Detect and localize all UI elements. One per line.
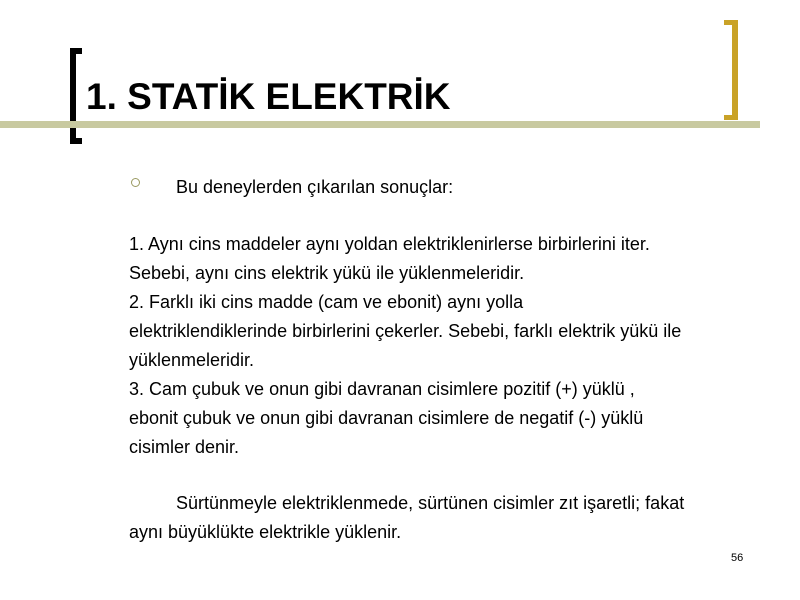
text-line: 2. Farklı iki cins madde (cam ve ebonit) aynı yolla (129, 292, 524, 312)
slide-title: 1. STATİK ELEKTRİK (86, 76, 451, 117)
text-line: 1. Aynı cins maddeler aynı yoldan elektriklenirlerse birbirlerini iter. (129, 234, 650, 254)
page-number: 56 (731, 552, 744, 564)
text-line: elektriklendiklerinde birbirlerini çekerler. Sebebi, farklı elektrik yükü ile (129, 321, 682, 341)
left-bracket-decoration (70, 48, 82, 144)
text-line: yüklenmeleridir. (129, 350, 255, 370)
text-line: Sebebi, aynı cins elektrik yükü ile yüklenmeleridir. (129, 263, 525, 283)
bullet-circle-icon (131, 178, 140, 187)
text-line: ebonit çubuk ve onun gibi davranan cisimlere de negatif (-) yüklü (129, 408, 644, 428)
text-line: 3. Cam çubuk ve onun gibi davranan cisimlere pozitif (+) yüklü , (129, 379, 635, 399)
text-line: aynı büyüklükte elektrikle yüklenir. (129, 522, 402, 542)
conclusion-paragraph (129, 489, 749, 547)
intro-text: Bu deneylerden çıkarılan sonuçlar: (176, 177, 454, 197)
numbered-points (129, 230, 749, 462)
text-line: cisimler denir. (129, 437, 240, 457)
right-bracket-decoration (724, 20, 738, 120)
text-line: Sürtünmeyle elektriklenmede, sürtünen cisimler zıt işaretli; fakat (176, 493, 685, 513)
title-underline-bar (0, 121, 760, 128)
